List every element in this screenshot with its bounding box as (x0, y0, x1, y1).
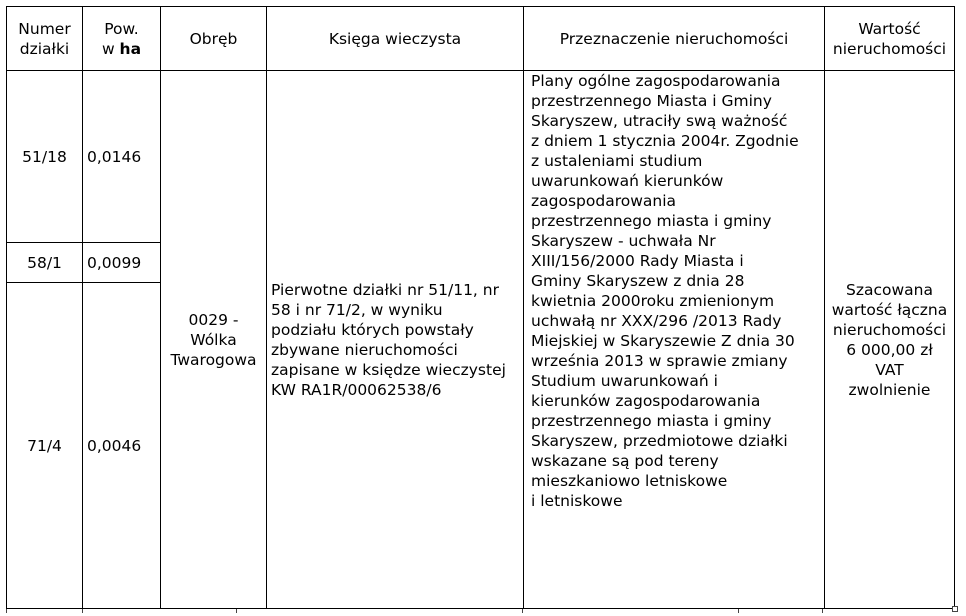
page-edge-mark (6, 609, 7, 613)
header-numer-dzialki (7, 7, 83, 71)
cell-numer-dzialki: 71/4 (7, 283, 83, 609)
page-edge-mark (522, 609, 523, 613)
page-edge-mark (82, 609, 83, 613)
header-numer-line2: działki (19, 39, 70, 58)
page-edge-mark (822, 609, 823, 613)
cell-ksiega-wieczysta: Pierwotne działki nr 51/11, nr 58 i nr 71/2, w wyniku podziału których powstały zbywane nieruchomości zapisane w księdze wieczystej KW RA1R/00062538/6 (267, 71, 524, 609)
cell-powierzchnia: 0,0146 (83, 71, 161, 243)
cell-powierzchnia: 0,0046 (83, 283, 161, 609)
header-przeznaczenie: Przeznaczenie nieruchomości (524, 7, 825, 71)
header-ksiega-wieczysta: Księga wieczysta (267, 7, 524, 71)
header-pow-line1: Pow. (104, 19, 139, 38)
cell-powierzchnia: 0,0099 (83, 243, 161, 283)
page-edge-mark (738, 609, 739, 613)
header-numer-line1: Numer (18, 19, 71, 38)
header-row (7, 7, 955, 71)
cell-numer-dzialki: 58/1 (7, 243, 83, 283)
header-pow-unit: ha (119, 39, 142, 58)
table-row (7, 71, 955, 243)
property-table (6, 6, 955, 609)
cell-przeznaczenie: Plany ogólne zagospodarowania przestrzennego Miasta i Gminy Skaryszew, utraciły swą ważność z dniem 1 stycznia 2004r. Zgodnie z ustaleniami studium uwarunkowań kierunków zagospodarowania przestrzennego miasta i gminy Skaryszew - uchwała Nr XIII/156/2000 Rady Miasta i Gminy Skaryszew z dnia 28 kwietnia 2000roku zmienionym uchwałą nr XXX/296 /2013 Rady Miejskiej w Skaryszewie Z dnia 30 września 2013 w sprawie zmiany Studium uwarunkowań i kierunków zagospodarowania przestrzennego miasta i gminy Skaryszew, przedmiotowe działki wskazane są pod tereny mieszkaniowo letniskowe i letniskowe (524, 71, 825, 609)
cell-wartosc: Szacowana wartość łączna nieruchomości 6 000,00 zł VAT zwolnienie (825, 71, 955, 609)
page-edge-mark (236, 609, 237, 613)
cell-obreb: 0029 - Wólka Twarogowa (161, 71, 267, 609)
cell-numer-dzialki: 51/18 (7, 71, 83, 243)
header-powierzchnia (83, 7, 161, 71)
header-wartosc: Wartość nieruchomości (825, 7, 955, 71)
header-pow-prefix: w (101, 39, 120, 58)
table-resize-handle[interactable] (952, 606, 958, 612)
header-obreb: Obręb (161, 7, 267, 71)
